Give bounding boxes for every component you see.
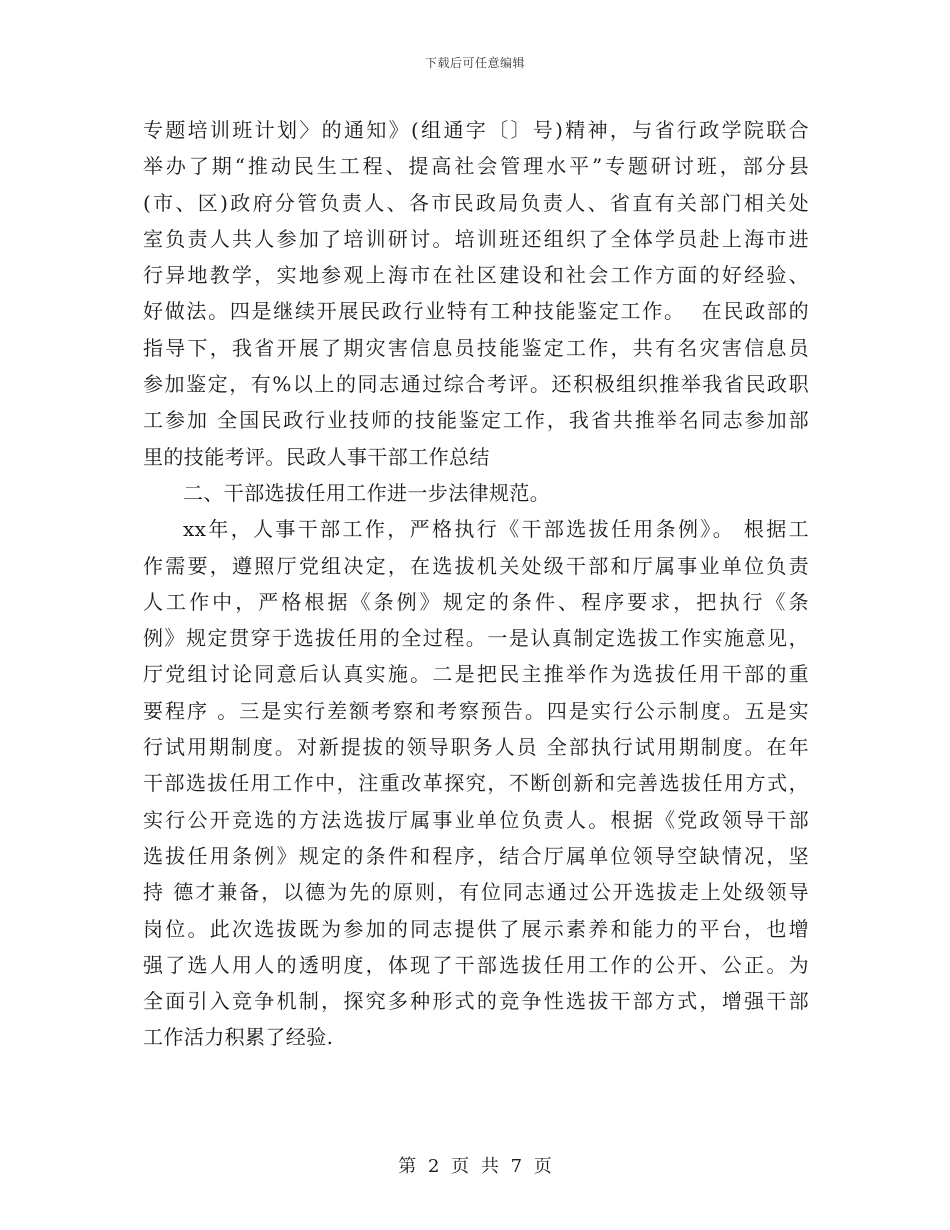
body-line: 专题培训班计划〉的通知》(组通字〔〕号)精神，与省行政学院联合	[143, 118, 809, 142]
body-line: 例》规定贯穿于选拔任用的全过程。一是认真制定选拔工作实施意见，	[143, 626, 809, 651]
body-line: (市、区)政府分管负责人、各市民政局负责人、省直有关部门相关处	[143, 190, 809, 215]
body-line: 人工作中，严格根据《条例》规定的条件、程序要求，把执行《条	[143, 589, 809, 614]
body-line: 干部选拔任用工作中，注重改革探究，不断创新和完善选拔任用方式，	[143, 771, 809, 796]
body-line: xx年，人事干部工作，严格执行《干部选拔任用条例》。 根据工	[183, 517, 809, 542]
body-line: 作需要，遵照厅党组决定，在选拔机关处级干部和厅属事业单位负责	[143, 553, 809, 578]
body-line: 指导下，我省开展了期灾害信息员技能鉴定工作，共有名灾害信息员	[143, 335, 809, 360]
body-line: 实行公开竞选的方法选拔厅属事业单位负责人。根据《党政领导干部	[143, 807, 809, 832]
body-line: 强了选人用人的透明度，体现了干部选拔任用工作的公开、公正。为	[143, 952, 809, 977]
body-line: 里的技能考评。民政人事干部工作总结	[143, 444, 490, 469]
body-line: 行异地教学，实地参观上海市在社区建设和社会工作方面的好经验、	[143, 263, 809, 288]
body-line: 参加鉴定，有%以上的同志通过综合考评。还积极组织推举我省民政职	[143, 372, 809, 397]
body-line: 厅党组讨论同意后认真实施。二是把民主推举作为选拔任用干部的重	[143, 662, 809, 687]
body-line: 全面引入竞争机制，探究多种形式的竞争性选拔干部方式，增强干部	[143, 989, 809, 1014]
body-line: 室负责人共人参加了培训研讨。培训班还组织了全体学员赴上海市进	[143, 226, 809, 251]
body-line: 要程序 。三是实行差额考察和考察预告。四是实行公示制度。五是实	[143, 698, 809, 723]
page-number: 第 2 页 共 7 页	[398, 1156, 552, 1177]
body-line: 工作活力积累了经验.	[143, 1025, 334, 1050]
body-line: 选拔任用条例》规定的条件和程序，结合厅属单位领导空缺情况，坚	[143, 843, 809, 868]
document-body	[143, 112, 809, 1056]
body-line: 岗位。此次选拔既为参加的同志提供了展示素养和能力的平台，也增	[143, 916, 809, 941]
body-line: 行试用期制度。对新提拔的领导职务人员 全部执行试用期制度。在年	[143, 735, 809, 760]
section-heading: 二、干部选拔任用工作进一步法律规范。	[183, 480, 551, 505]
page-header: 下载后可任意编辑	[424, 56, 525, 70]
body-line: 好做法。四是继续开展民政行业特有工种技能鉴定工作。 在民政部的	[143, 299, 809, 324]
body-line: 持 德才兼备，以德为先的原则，有位同志通过公开选拔走上处级领导	[143, 880, 809, 905]
body-line: 工参加 全国民政行业技师的技能鉴定工作，我省共推举名同志参加部	[143, 408, 809, 433]
body-line: 举办了期“推动民生工程、提高社会管理水平”专题研讨班，部分县	[143, 154, 809, 179]
